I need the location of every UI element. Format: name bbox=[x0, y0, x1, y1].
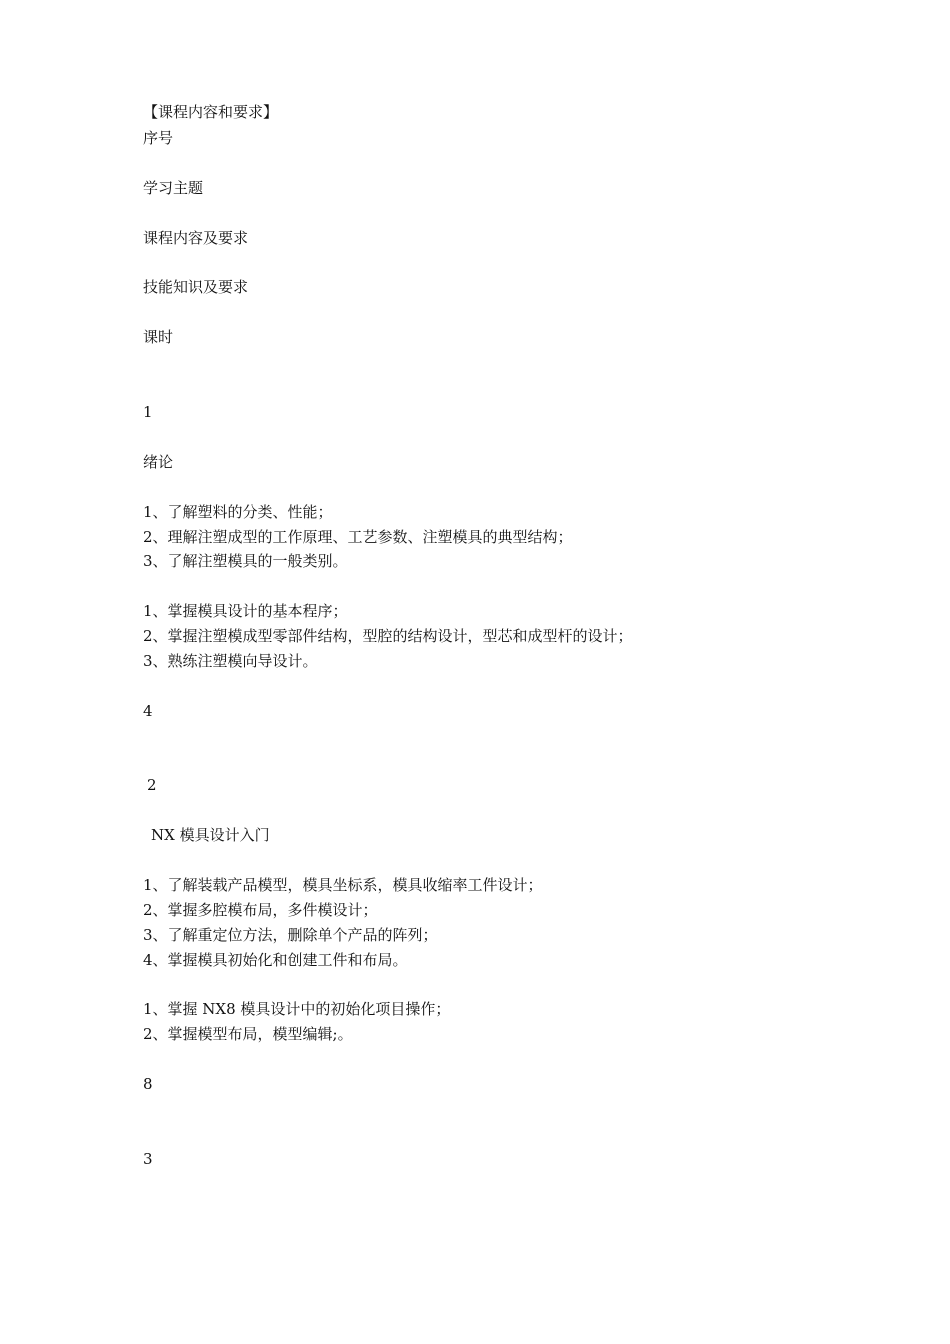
section-heading: 【课程内容和要求】 bbox=[143, 103, 279, 121]
row-1-skill-item: 1、掌握模具设计的基本程序； bbox=[143, 602, 348, 620]
row-2-number: 2 bbox=[147, 776, 157, 794]
row-1-number: 1 bbox=[143, 403, 153, 421]
header-learning-topic: 学习主题 bbox=[143, 179, 204, 197]
row-1-skill-item: 2、掌握注塑模成型零部件结构，型腔的结构设计，型芯和成型杆的设计； bbox=[143, 627, 633, 645]
row-1-topic: 绪论 bbox=[143, 453, 174, 471]
row-2-content-item: 2、掌握多腔模布局，多件模设计； bbox=[143, 901, 378, 919]
row-2-skill-item: 2、掌握模型布局，模型编辑;。 bbox=[143, 1025, 353, 1043]
row-2-content-item: 4、掌握模具初始化和创建工件和布局。 bbox=[143, 951, 408, 969]
row-1-skill-item: 3、熟练注塑模向导设计。 bbox=[143, 652, 318, 670]
row-2-skill-item: 1、掌握 NX8 模具设计中的初始化项目操作； bbox=[143, 1000, 451, 1018]
row-1-content-item: 2、理解注塑成型的工作原理、工艺参数、注塑模具的典型结构； bbox=[143, 528, 573, 546]
header-serial-number: 序号 bbox=[143, 129, 174, 147]
header-skill-knowledge: 技能知识及要求 bbox=[143, 278, 249, 296]
row-3-number: 3 bbox=[143, 1150, 153, 1168]
row-2-content-item: 3、了解重定位方法，删除单个产品的阵列； bbox=[143, 926, 438, 944]
row-1-hours: 4 bbox=[143, 702, 153, 720]
row-1-content-item: 3、了解注塑模具的一般类别。 bbox=[143, 552, 348, 570]
row-2-topic: NX 模具设计入门 bbox=[151, 826, 270, 844]
row-2-hours: 8 bbox=[143, 1075, 153, 1093]
row-1-content-item: 1、了解塑料的分类、性能； bbox=[143, 503, 333, 521]
header-course-content: 课程内容及要求 bbox=[143, 229, 249, 247]
row-2-content-item: 1、了解装载产品模型，模具坐标系，模具收缩率工件设计； bbox=[143, 876, 543, 894]
header-class-hours: 课时 bbox=[143, 328, 174, 346]
